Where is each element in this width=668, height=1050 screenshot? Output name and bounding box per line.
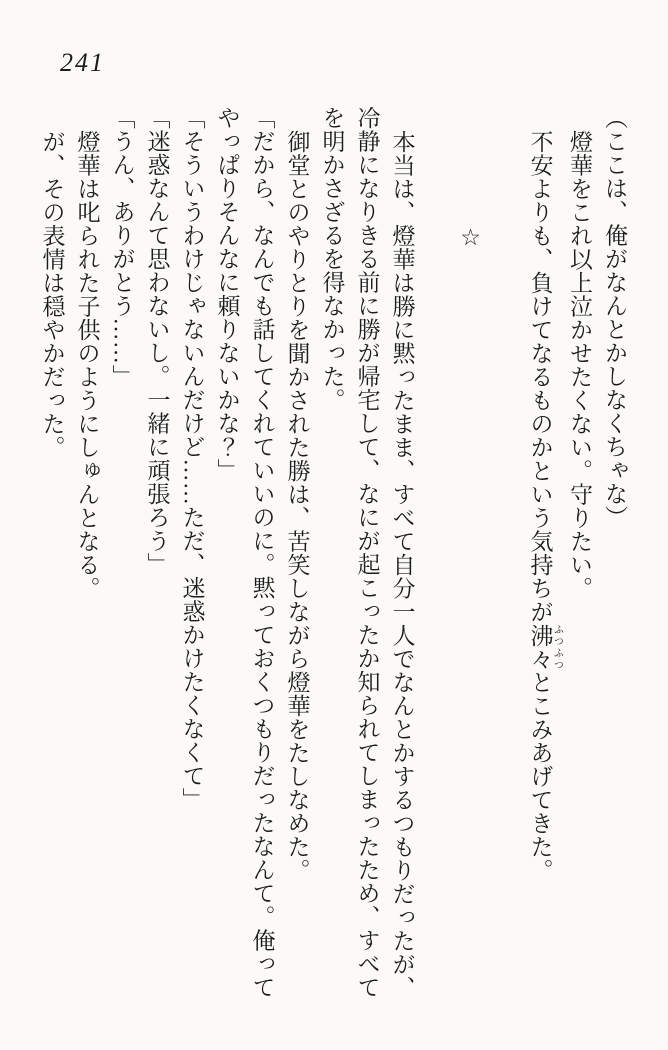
paragraph-narration-3: 燈華は叱られた子供のようにしゅんとなる。: [74, 130, 100, 600]
paragraph-narration-2: 御堂とのやりとりを聞かされた勝は、苦笑しながら燈華をたしなめた。: [284, 130, 310, 882]
paragraph-dialogue-4: 「うん、ありがとう……」: [109, 106, 135, 388]
paragraph-dialogue-1: 「だから、なんでも話してくれていいのに。黙っておくつもりだったなんて。俺ってやっぱりそんなに頼りないかな？」: [214, 106, 275, 999]
paragraph-monologue-2: 燈華をこれ以上泣かせたくない。守りたい。: [567, 130, 592, 600]
paragraph-narration-1: 本当は、燈華は勝に黙ったまま、すべて自分一人でなんとかするつもりだったが、冷静になりきる前に勝が帰宅して、なにが起こったか知られてしまったため、すべてを明かさざるを得なかった。: [319, 106, 415, 1000]
paragraph-dialogue-2: 「そういうわけじゃないんだけど……ただ、迷惑かけたくなくて」: [179, 106, 205, 811]
paragraph-monologue-1: （ここは、俺がなんとかしなくちゃな）: [602, 106, 627, 529]
paragraph-monologue-3: 不安よりも、負けてなるものかという気持ちが沸々 ふつふつとこみあげてきた。: [527, 130, 563, 882]
text-block: [35, 106, 633, 1006]
paragraph-narration-4: が、その表情は穏やかだった。: [39, 130, 65, 459]
scene-break-star: ☆: [458, 225, 484, 252]
furigana-ruby: 沸々 ふつふつ: [527, 623, 563, 671]
paragraph-dialogue-3: 「迷惑なんて思わないし。一緒に頑張ろう」: [144, 106, 170, 576]
page-number: 241: [60, 48, 105, 77]
